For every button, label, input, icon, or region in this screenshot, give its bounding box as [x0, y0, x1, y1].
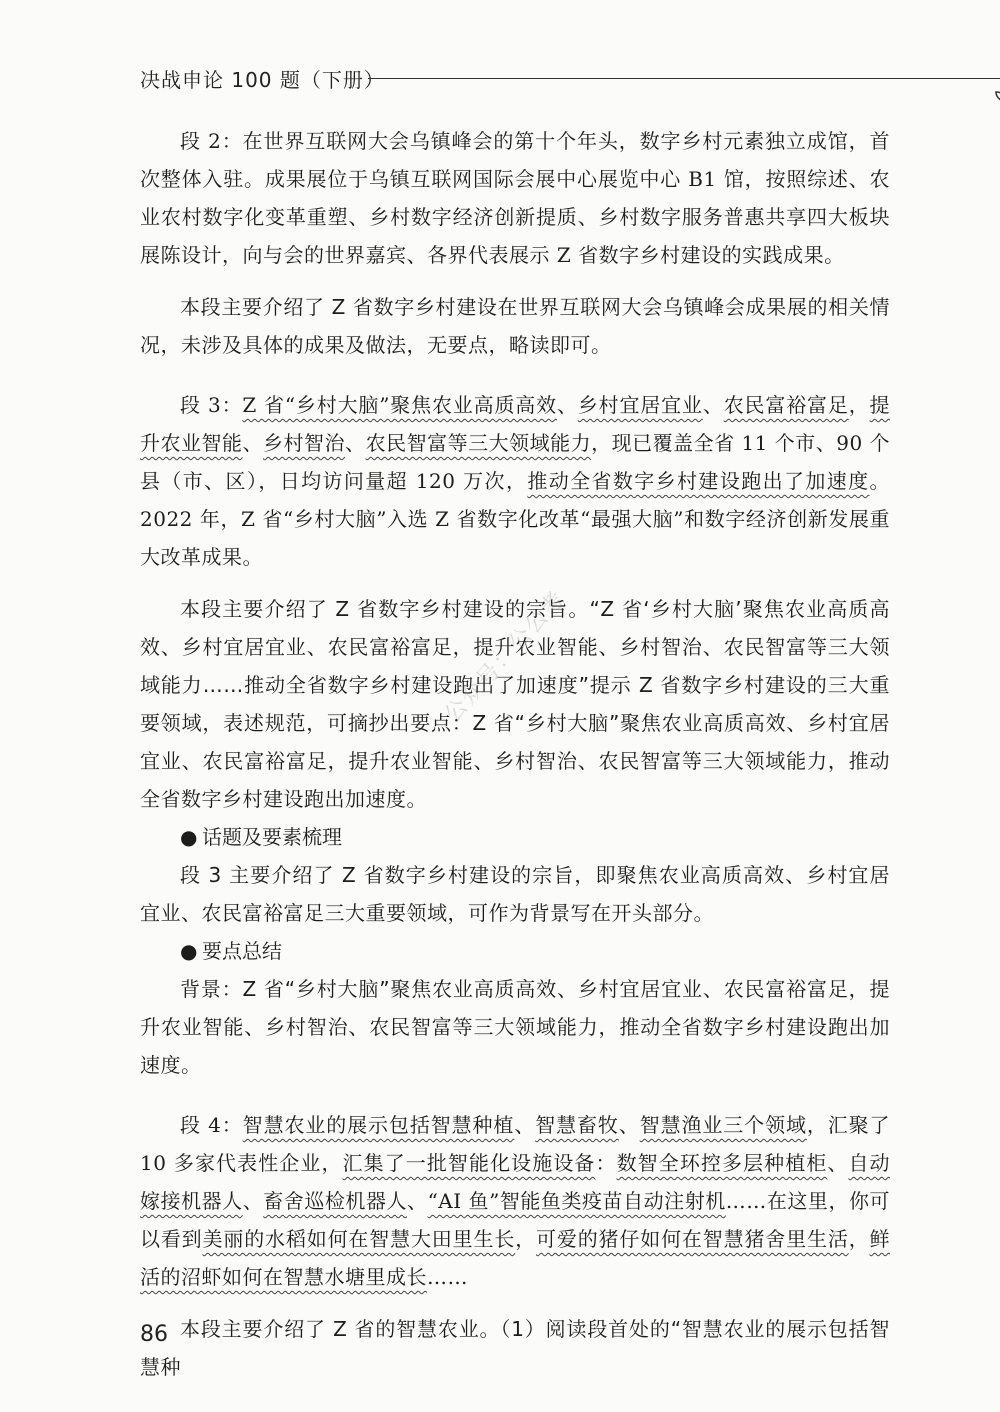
analysis-paragraph-2: 本段主要介绍了 Z 省数字乡村建设在世界互联网大会乌镇峰会成果展的相关情况，未涉及具体的成果及做法，无要点，略读即可。 [140, 295, 890, 357]
page-body [140, 122, 890, 1386]
bullet-summary-heading: ● 要点总结 [140, 932, 890, 970]
topic-paragraph: 段 3 主要介绍了 Z 省数字乡村建设的宗旨，即聚焦农业高质高效、乡村宜居宜业、农民富裕富足三大重要领域，可作为背景写在开头部分。 [140, 863, 890, 925]
source-paragraph-3: 段 3：Z 省“乡村大脑”聚焦农业高质高效、乡村宜居宜业、农民富裕富足，提升农业智能、乡村智治、农民智富等三大领域能力，现已覆盖全省 11 个市、90 个县（市、区），日均访问量超 120 万次，推动全省数字乡村建设跑出了加速度。2022 年，Z 省“乡村大脑”入选 Z 省数字化改革“最强大脑”和数字经济创新发展重大改革成果。 [140, 393, 891, 569]
page-number: 86 [140, 1322, 168, 1347]
watermark: 公众号：公公考 [439, 586, 571, 728]
source-paragraph-2: 段 2：在世界互联网大会乌镇峰会的第十个年头，数字乡村元素独立成馆，首次整体入驻。成果展位于乌镇互联网国际会展中心展览中心 B1 馆，按照综述、农业农村数字化变革重塑、乡村数字经济创新提质、乡村数字服务普惠共享四大板块展陈设计，向与会的世界嘉宾、各界代表展示 Z 省数字乡村建设的实践成果。 [140, 129, 890, 267]
analysis-paragraph-3: 本段主要介绍了 Z 省数字乡村建设的宗旨。“Z 省‘乡村大脑’聚焦农业高质高效、乡村宜居宜业、农民富裕富足，提升农业智能、乡村智治、农民智富等三大领域能力……推动全省数字乡村建设跑出了加速度”提示 Z 省数字乡村建设的三大重要领域，表述规范，可摘抄出要点：Z 省“乡村大脑”聚焦农业高质高效、乡村宜居宜业、农民富裕富足，提升农业智能、乡村智治、农民智富等三大领域能力，推动全省数字乡村建设跑出加速度。 [140, 597, 890, 811]
header-rule [368, 78, 1000, 79]
source-paragraph-4: 段 4：智慧农业的展示包括智慧种植、智慧畜牧、智慧渔业三个领域，汇聚了 10 多家代表性企业，汇集了一批智能化设施设备：数智全环控多层种植柜、自动嫁接机器人、畜舍巡检机器人、“AI 鱼”智能鱼类疫苗自动注射机……在这里，你可以看到美丽的水稻如何在智慧大田里生长，可爱的猪仔如何在智慧猪舍里生活，鲜活的沼虾如何在智慧水塘里成长…… [140, 1113, 891, 1289]
summary-paragraph: 背景：Z 省“乡村大脑”聚焦农业高质高效、乡村宜居宜业、农民富裕富足，提升农业智能、乡村智治、农民智富等三大领域能力，推动全省数字乡村建设跑出加速度。 [140, 977, 890, 1077]
bullet-topic-heading: ● 话题及要素梳理 [140, 818, 890, 856]
sprout-icon [986, 86, 1000, 126]
running-header [140, 58, 900, 98]
bullet-icon: ● [180, 939, 198, 963]
analysis-paragraph-4: 本段主要介绍了 Z 省的智慧农业。（1）阅读段首处的“智慧农业的展示包括智慧种 [140, 1317, 890, 1379]
book-title: 决战申论 100 题（下册） [140, 68, 385, 92]
bullet-icon: ● [180, 825, 198, 849]
